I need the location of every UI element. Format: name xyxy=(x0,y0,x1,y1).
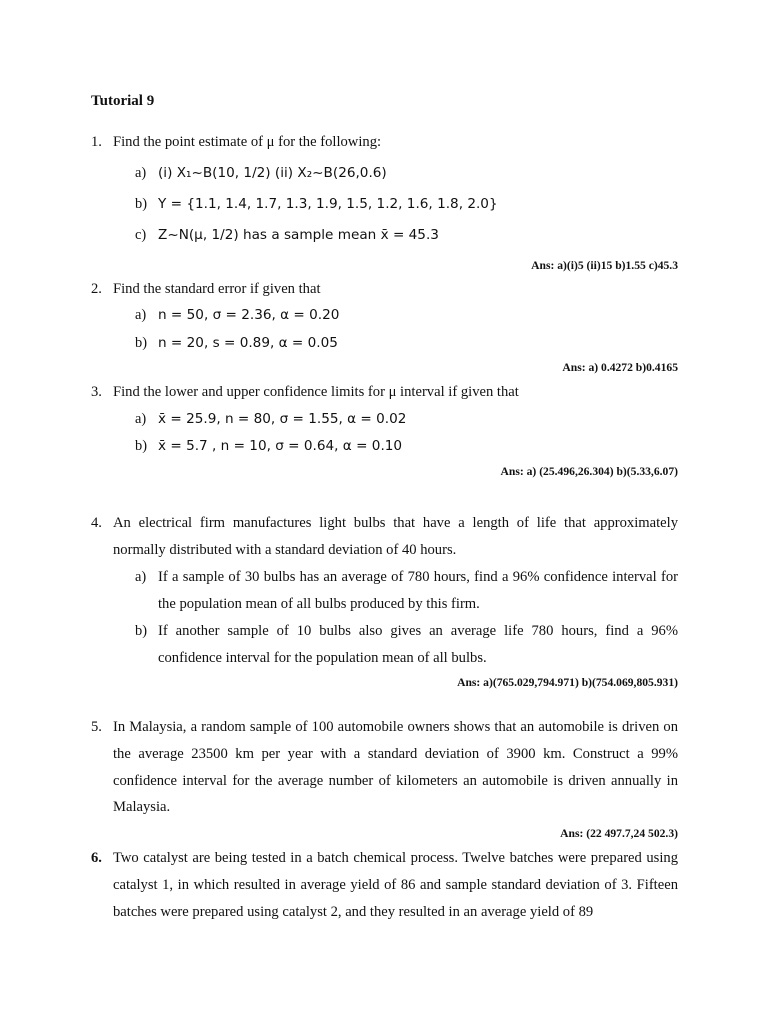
question-3 xyxy=(91,379,678,406)
part-label: b) xyxy=(135,623,147,639)
part-label: b) xyxy=(135,196,147,212)
question-4 xyxy=(91,510,678,564)
answer-q5: Ans: (22 497.7,24 502.3) xyxy=(560,827,678,840)
question-text: Two catalyst are being tested in a batch chemical process. Twelve batches were prepared using catalyst 1, in which resulted in average yield of 86 and sample standard deviation of 3. Fifteen batches were prepared using catalyst 2, and they resulted in an average yield of 89 xyxy=(113,850,678,920)
part-expression: Z~N(μ, 1/2) has a sample mean x̄ = 45.3 xyxy=(158,227,439,243)
part-label: a) xyxy=(135,307,147,323)
part-expression: n = 50, σ = 2.36, α = 0.20 xyxy=(158,307,340,323)
part-expression: n = 20, s = 0.89, α = 0.05 xyxy=(158,335,338,351)
question-1 xyxy=(91,129,678,156)
part-expression: x̄ = 5.7 , n = 10, σ = 0.64, α = 0.10 xyxy=(158,438,403,454)
question-number: 3. xyxy=(91,384,102,400)
answer-q4: Ans: a)(765.029,794.971) b)(754.069,805.931) xyxy=(457,676,678,689)
question-number: 5. xyxy=(91,719,102,735)
part-expression: (i) X₁~B(10, 1/2) (ii) X₂~B(26,0.6) xyxy=(158,165,387,181)
question-text: Find the standard error if given that xyxy=(113,281,321,297)
question-text: In Malaysia, a random sample of 100 automobile owners shows that an automobile is driven on the average 23500 km per year with a standard deviation of 3900 km. Construct a 99% confidence interval for the average number of kilometers an automobile is driven annually in Malaysia. xyxy=(113,719,678,816)
part-label: a) xyxy=(135,165,147,181)
question-number: 4. xyxy=(91,515,102,531)
question-number: 1. xyxy=(91,134,102,150)
part-label: c) xyxy=(135,227,147,243)
question-number: 2. xyxy=(91,281,102,297)
page-title: Tutorial 9 xyxy=(91,93,155,109)
question-6 xyxy=(91,845,678,925)
question-text: Find the lower and upper confidence limits for μ interval if given that xyxy=(113,384,519,400)
part-label: b) xyxy=(135,438,147,454)
question-5 xyxy=(91,714,678,821)
part-expression: Y = {1.1, 1.4, 1.7, 1.3, 1.9, 1.5, 1.2, 1.6, 1.8, 2.0} xyxy=(158,196,498,212)
part-label: a) xyxy=(135,569,147,585)
answer-q1: Ans: a)(i)5 (ii)15 b)1.55 c)45.3 xyxy=(531,259,678,272)
part-label: a) xyxy=(135,411,147,427)
part-text: If a sample of 30 bulbs has an average of 780 hours, find a 96% confidence interval for the population mean of all bulbs produced by this firm. xyxy=(158,569,678,612)
answer-q2: Ans: a) 0.4272 b)0.4165 xyxy=(562,361,678,374)
part-label: b) xyxy=(135,335,147,351)
question-number: 6. xyxy=(91,850,102,866)
question-2 xyxy=(91,276,678,303)
part-text: If another sample of 10 bulbs also gives an average life 780 hours, find a 96% confidence interval for the population mean of all bulbs. xyxy=(158,623,678,666)
answer-q3: Ans: a) (25.496,26.304) b)(5.33,6.07) xyxy=(500,465,678,478)
part-expression: x̄ = 25.9, n = 80, σ = 1.55, α = 0.02 xyxy=(158,411,407,427)
question-text: Find the point estimate of μ for the following: xyxy=(113,134,382,150)
question-text: An electrical firm manufactures light bulbs that have a length of life that approximately normally distributed with a standard deviation of 40 hours. xyxy=(113,515,678,558)
